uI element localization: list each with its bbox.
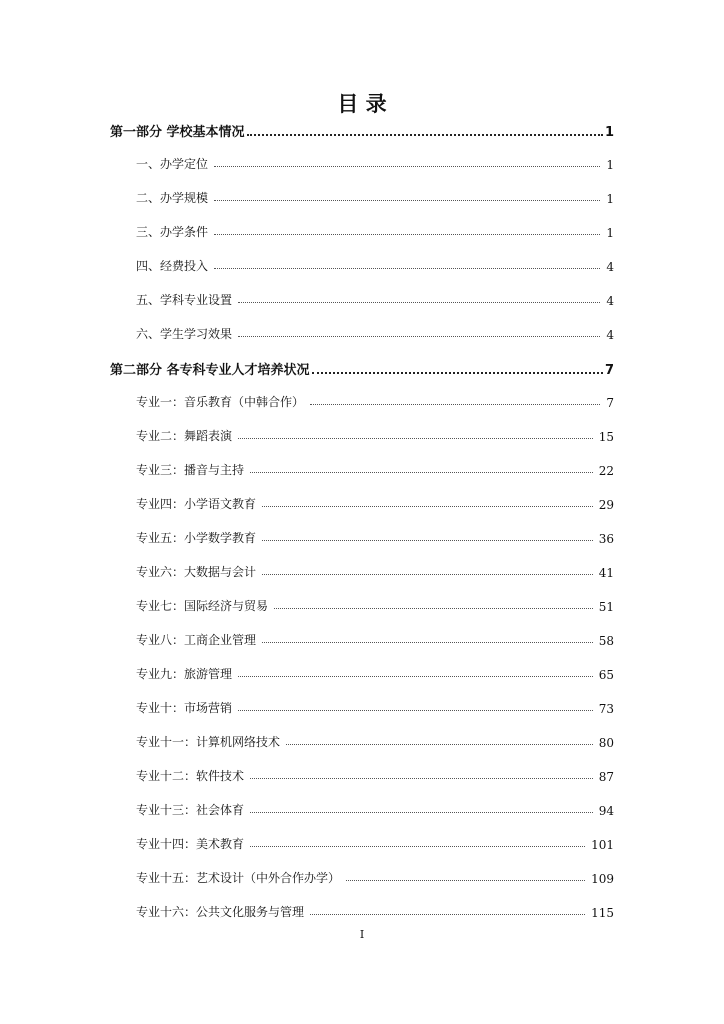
- toc-item[interactable]: [0, 730, 724, 750]
- toc-part-2[interactable]: [0, 358, 724, 378]
- page-number-footer: I: [359, 928, 365, 941]
- toc-label: 专业一：音乐教育（中韩合作）: [136, 395, 305, 409]
- leader-dots: [286, 744, 593, 745]
- leader-dots: [274, 608, 593, 609]
- toc-page: 80: [598, 736, 614, 750]
- toc-label: 五、学科专业设置: [136, 293, 233, 307]
- toc-item[interactable]: [0, 424, 724, 444]
- toc-item[interactable]: [0, 254, 724, 274]
- leader-dots: [262, 540, 593, 541]
- leader-dots: [310, 914, 585, 915]
- toc-item[interactable]: [0, 186, 724, 206]
- toc-page: 109: [591, 872, 614, 886]
- toc-item[interactable]: [0, 764, 724, 784]
- toc-page: 73: [598, 702, 614, 716]
- toc-page: 36: [598, 532, 614, 546]
- toc-item[interactable]: [0, 866, 724, 886]
- toc-item[interactable]: [0, 560, 724, 580]
- toc-item[interactable]: [0, 220, 724, 240]
- toc-item[interactable]: [0, 832, 724, 852]
- toc-item[interactable]: [0, 526, 724, 546]
- toc-page: 65: [598, 668, 614, 682]
- toc-item[interactable]: [0, 458, 724, 478]
- leader-dots: [214, 234, 600, 235]
- toc-page: 87: [598, 770, 614, 784]
- leader-dots: [238, 710, 593, 711]
- toc-label: 二、办学规模: [136, 191, 209, 205]
- toc-item[interactable]: [0, 288, 724, 308]
- toc-label: 专业十一：计算机网络技术: [136, 735, 281, 749]
- leader-dots: [310, 404, 600, 405]
- toc-label: 专业二：舞蹈表演: [136, 429, 233, 443]
- toc-label: 专业十：市场营销: [136, 701, 233, 715]
- toc-label: 专业十六：公共文化服务与管理: [136, 905, 305, 919]
- page-title: 目 录: [337, 92, 387, 116]
- toc-page: 101: [591, 838, 614, 852]
- toc-item[interactable]: [0, 662, 724, 682]
- leader-dots: [214, 268, 600, 269]
- toc-page: 4: [606, 260, 614, 274]
- leader-dots: [346, 880, 585, 881]
- toc-label: 专业八：工商企业管理: [136, 633, 257, 647]
- leader-dots: [214, 166, 600, 167]
- leader-dots: [247, 134, 603, 136]
- toc-label: 四、经费投入: [136, 259, 209, 273]
- toc-page: 1: [604, 125, 614, 140]
- leader-dots: [238, 302, 600, 303]
- toc-item[interactable]: [0, 900, 724, 920]
- toc-label: 专业十三：社会体育: [136, 803, 245, 817]
- toc-page: 115: [591, 906, 614, 920]
- leader-dots: [238, 676, 593, 677]
- toc-label: 一、办学定位: [136, 157, 209, 171]
- leader-dots: [262, 642, 593, 643]
- toc-label: 六、学生学习效果: [136, 327, 233, 341]
- leader-dots: [250, 472, 593, 473]
- leader-dots: [214, 200, 600, 201]
- toc-item[interactable]: [0, 696, 724, 716]
- toc-page: 7: [604, 363, 614, 378]
- leader-dots: [250, 778, 593, 779]
- toc-label: 专业十二：软件技术: [136, 769, 245, 783]
- toc-item[interactable]: [0, 594, 724, 614]
- toc-item[interactable]: [0, 152, 724, 172]
- toc-label: 第一部分 学校基本情况: [110, 125, 245, 140]
- toc-page: 4: [606, 294, 614, 308]
- leader-dots: [250, 812, 593, 813]
- toc-page: 29: [598, 498, 614, 512]
- leader-dots: [262, 506, 593, 507]
- leader-dots: [250, 846, 585, 847]
- toc-page: 58: [598, 634, 614, 648]
- leader-dots: [262, 574, 593, 575]
- toc-label: 专业九：旅游管理: [136, 667, 233, 681]
- toc-page: 15: [598, 430, 614, 444]
- toc-item[interactable]: [0, 628, 724, 648]
- toc-label: 专业十四：美术教育: [136, 837, 245, 851]
- toc-label: 专业十五：艺术设计（中外合作办学）: [136, 871, 341, 885]
- toc-page: 7: [606, 396, 614, 410]
- toc-item[interactable]: [0, 322, 724, 342]
- leader-dots: [312, 372, 603, 374]
- toc-label: 专业五：小学数学教育: [136, 531, 257, 545]
- toc-page: 1: [606, 158, 614, 172]
- toc-page: 4: [606, 328, 614, 342]
- toc-page: 1: [606, 226, 614, 240]
- leader-dots: [238, 336, 600, 337]
- toc-label: 专业四：小学语文教育: [136, 497, 257, 511]
- leader-dots: [238, 438, 593, 439]
- toc-label: 三、办学条件: [136, 225, 209, 239]
- toc-label: 专业七：国际经济与贸易: [136, 599, 269, 613]
- toc-page: 51: [598, 600, 614, 614]
- toc-item[interactable]: [0, 492, 724, 512]
- toc-page: 1: [606, 192, 614, 206]
- toc-page: 22: [598, 464, 614, 478]
- toc-part-1[interactable]: [0, 120, 724, 140]
- toc-label: 专业三：播音与主持: [136, 463, 245, 477]
- toc-label: 第二部分 各专科专业人才培养状况: [110, 363, 310, 378]
- toc-label: 专业六：大数据与会计: [136, 565, 257, 579]
- toc-page: 94: [598, 804, 614, 818]
- toc-page: 41: [598, 566, 614, 580]
- toc-item[interactable]: [0, 798, 724, 818]
- toc-item[interactable]: [0, 390, 724, 410]
